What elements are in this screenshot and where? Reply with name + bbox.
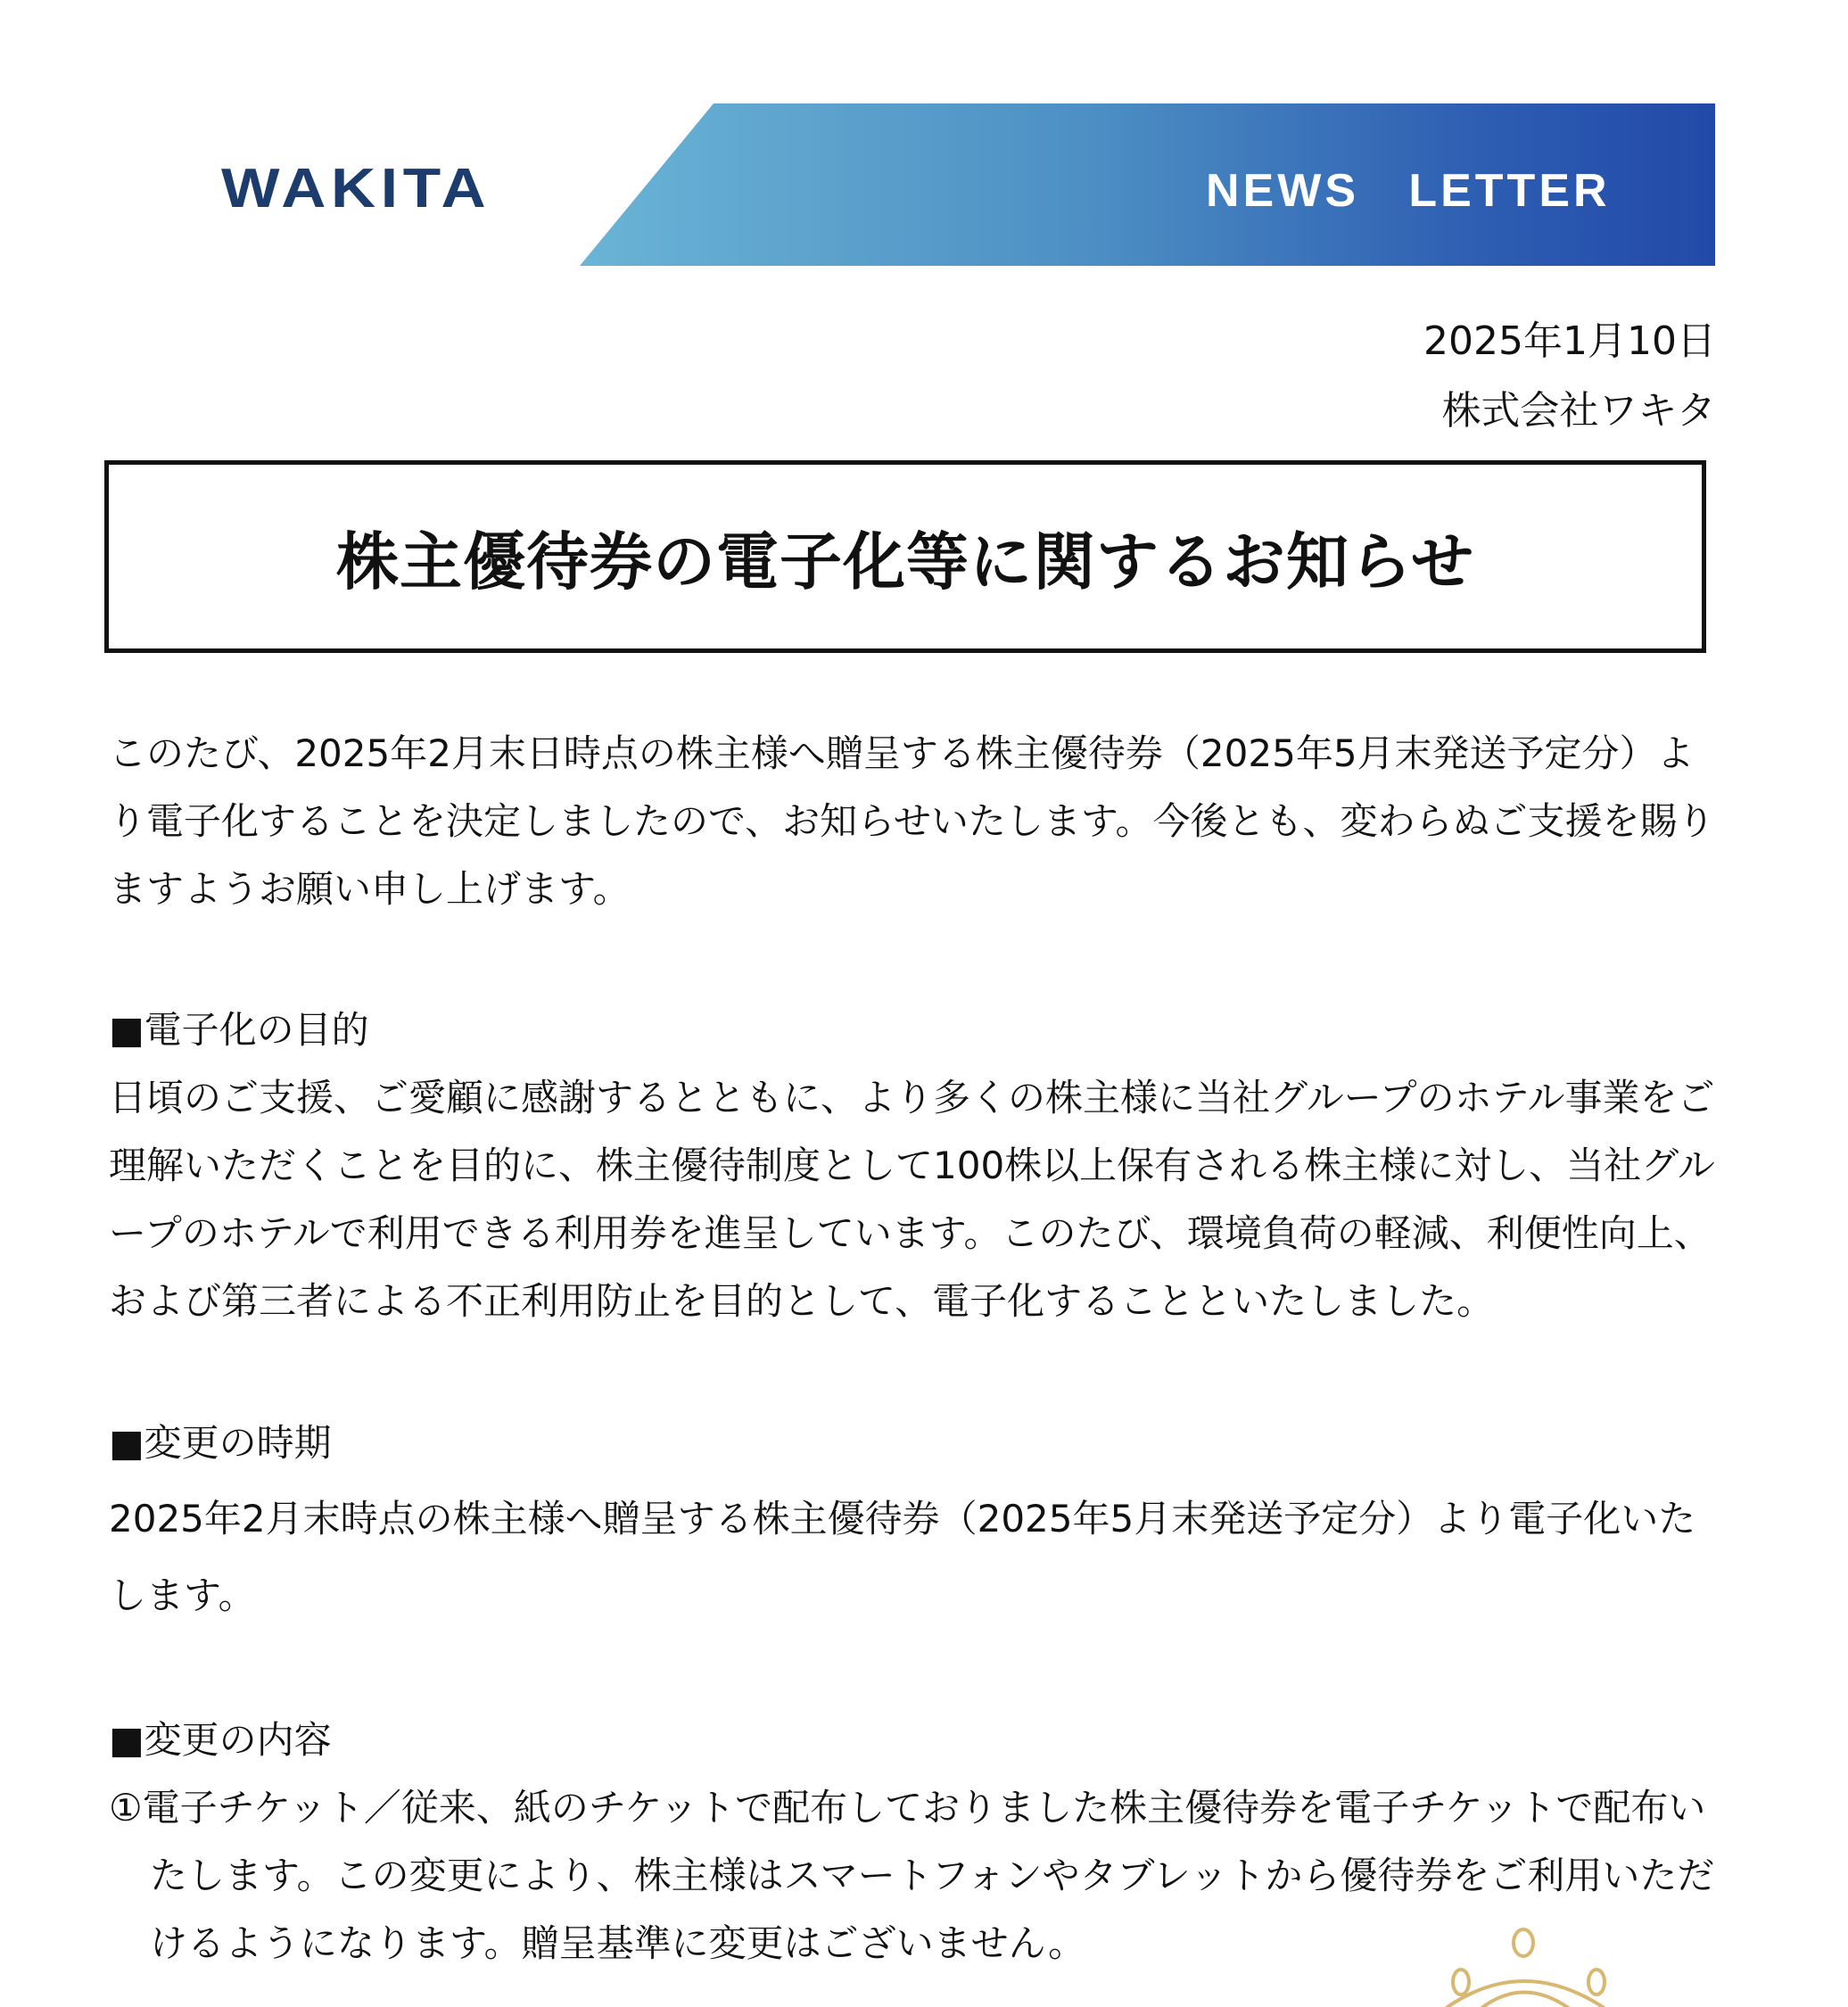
section-heading-timing: ■変更の時期 xyxy=(109,1421,332,1465)
content-list-item: ①電子チケット／従来、紙のチケットで配布しておりました株主優待券を電子チケットで配布いたします。この変更により、株主様はスマートフォンやタブレットから優待券をご利用いただけるようになります。贈呈基準に変更はございません。 xyxy=(109,1786,1715,1965)
intro-paragraph: このたび、2025年2月末日時点の株主様へ贈呈する株主優待券（2025年5月末発送予定分）より電子化することを決定しましたので、お知らせいたします。今後とも、変わらぬご支援を賜りますようお願い申し上げます。 xyxy=(109,731,1715,911)
section-body-timing: 2025年2月末時点の株主様へ贈呈する株主優待券（2025年5月末発送予定分）より電子化いたします。 xyxy=(109,1497,1696,1617)
section-body-purpose: 日頃のご支援、ご愛顧に感謝するとともに、より多くの株主様に当社グループのホテル事業をご理解いただくことを目的に、株主優待制度として100株以上保有される株主様に対し、当社グループのホテルで利用できる利用券を進呈しています。このたび、環境負荷の軽減、利便性向上、および第三者による不正利用防止を目的として、電子化することといたしました。 xyxy=(109,1076,1715,1323)
wakita-logo: WAKITA xyxy=(221,158,491,219)
page-title: 株主優待券の電子化等に関するお知らせ xyxy=(336,524,1474,599)
newsletter-banner-text: NEWS LETTER xyxy=(1206,165,1611,217)
title-box xyxy=(104,460,1706,653)
company-name: 株式会社ワキタ xyxy=(1441,388,1716,434)
section-heading-content: ■変更の内容 xyxy=(109,1718,332,1762)
publication-date: 2025年1月10日 xyxy=(1423,318,1716,364)
decorative-crest-icon xyxy=(1427,1927,1641,2007)
section-heading-purpose: ■電子化の目的 xyxy=(109,1008,369,1052)
